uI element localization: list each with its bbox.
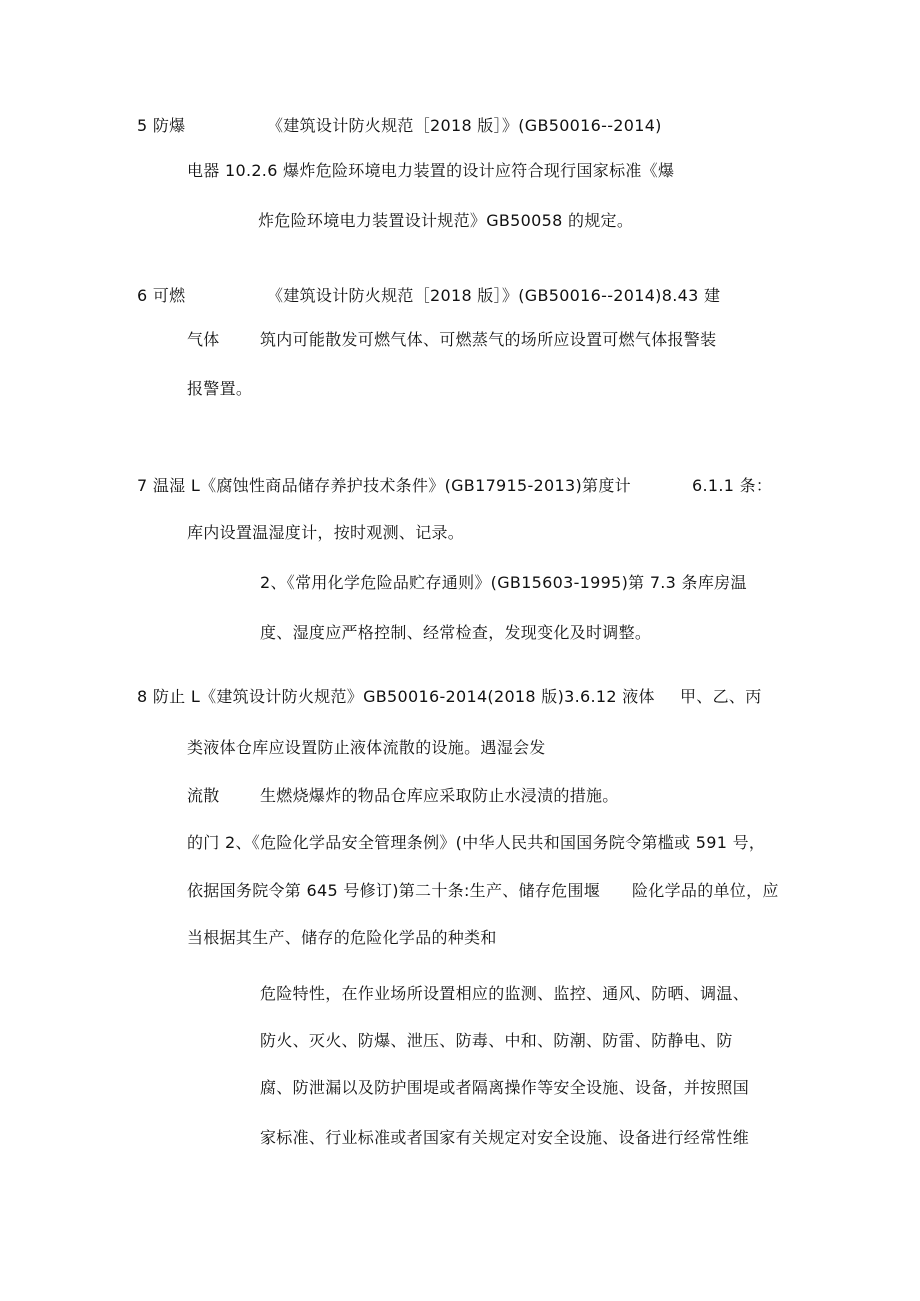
item-7-standard-2: 2、《常用化学危险品贮存通则》(GB15603-1995)第 7.3 条库房温	[260, 573, 747, 592]
item-8-regulation-cont-right: 险化学品的单位，应	[632, 881, 779, 900]
item-8-label-cont: 流散	[187, 786, 220, 805]
item-8-regulation-cont-2: 当根据其生产、储存的危险化学品的种类和	[187, 928, 497, 947]
item-5-standard: 《建筑设计防火规范［2018 版］》(GB50016--2014)	[267, 116, 662, 135]
item-7-standard: 7 温湿 L《腐蚀性商品储存养护技术条件》(GB17915-2013)第度计	[137, 476, 631, 495]
item-6-clause: 筑内可能散发可燃气体、可燃蒸气的场所应设置可燃气体报警装	[260, 330, 717, 349]
item-6-standard: 《建筑设计防火规范［2018 版］》(GB50016--2014)8.43 建	[267, 286, 721, 305]
item-7-clause-2: 度、湿度应严格控制、经常检查，发现变化及时调整。	[260, 623, 652, 642]
item-8-clause-start: 甲、乙、丙	[680, 687, 762, 706]
item-6-clause-cont: 报警置。	[187, 379, 253, 398]
item-8-regulation-cont-3: 危险特性，在作业场所设置相应的监测、监控、通风、防晒、调温、	[260, 984, 750, 1003]
item-8-regulation-cont-4: 防火、灭火、防爆、泄压、防毒、中和、防潮、防雷、防静电、防	[260, 1031, 733, 1050]
item-7-clause-number: 6.1.1 条：	[692, 476, 773, 495]
item-8-clause: 类液体仓库应设置防止液体流散的设施。遇湿会发	[187, 738, 546, 757]
item-5-clause: 电器 10.2.6 爆炸危险环境电力装置的设计应符合现行国家标准《爆	[187, 161, 675, 180]
item-5-clause-cont: 炸危险环境电力装置设计规范》GB50058 的规定。	[258, 211, 634, 230]
item-5-label: 5 防爆	[137, 116, 186, 135]
item-8-regulation-cont-5: 腐、防泄漏以及防护围堤或者隔离操作等安全设施、设备，并按照国	[260, 1078, 750, 1097]
item-8-clause-cont: 生燃烧爆炸的物品仓库应采取防止水浸渍的措施。	[260, 786, 619, 805]
item-8-regulation-cont-6: 家标准、行业标准或者国家有关规定对安全设施、设备进行经常性维	[260, 1128, 750, 1147]
item-8-standard: 8 防止 L《建筑设计防火规范》GB50016-2014(2018 版)3.6.12 液体	[137, 687, 655, 706]
item-8-regulation-cont: 依据国务院令第 645 号修订)第二十条:生产、储存危围堰	[187, 881, 601, 900]
item-6-label: 6 可燃	[137, 286, 186, 305]
item-8-regulation: 的门 2、《危险化学品安全管理条例》(中华人民共和国国务院令第槛或 591 号，	[187, 833, 766, 852]
item-7-clause: 库内设置温湿度计，按时观测、记录。	[187, 523, 465, 542]
item-6-label-cont: 气体	[187, 330, 220, 349]
